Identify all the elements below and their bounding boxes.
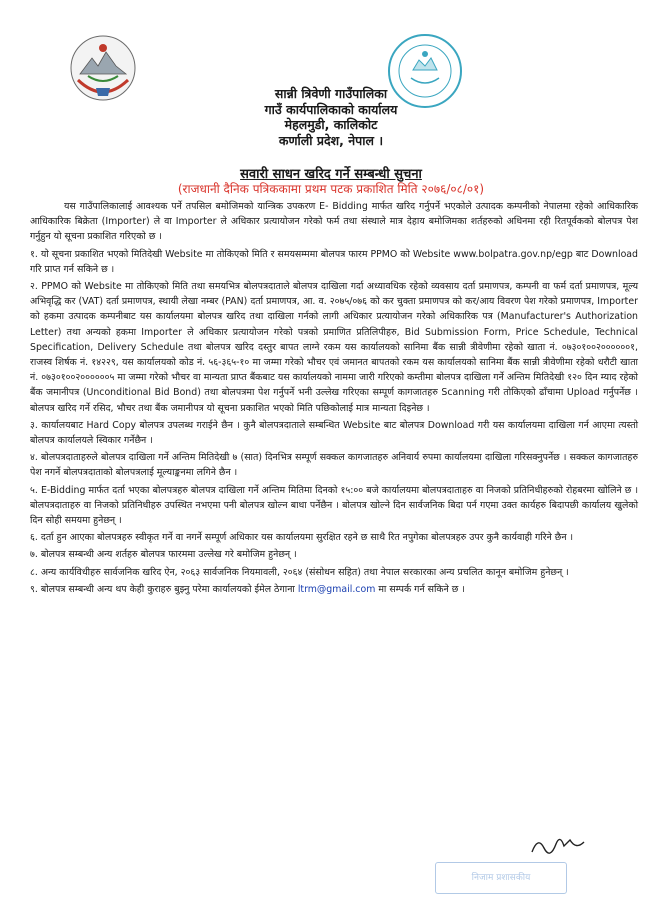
notice-body bbox=[30, 199, 638, 599]
notice-title: सवारी साधन खरिद गर्ने सम्बन्धी सुचना bbox=[240, 167, 422, 182]
item-number: ६. bbox=[30, 532, 38, 544]
list-item bbox=[30, 565, 638, 580]
list-item bbox=[30, 418, 638, 448]
item-text: बोलपत्रदाताहरुले बोलपत्र दाखिला गर्ने अन्तिम मितिदेखी ७ (सात) दिनभित्र सम्पूर्ण सक्कल कागजातहरु अनिवार्य रुपमा कार्यालयमा दाखिला गरिसक्नुपर्नेछ । सक्कल कागजातहरु पेश नगर्ने बोलपत्रदाताको बोलपत्रलाई मूल्याङ्कनमा लगिने छैन । bbox=[30, 452, 638, 479]
item-number: २. bbox=[30, 281, 38, 293]
list-item bbox=[30, 247, 638, 277]
municipality-name: सान्नी त्रिवेणी गाउँपालिका bbox=[274, 86, 388, 101]
list-item bbox=[30, 530, 638, 545]
list-item bbox=[30, 582, 638, 597]
item-number: ७. bbox=[30, 549, 38, 561]
item-text: PPMO को Website मा तोकिएको मिति तथा समयभित्र बोलपत्रदाताले बोलपत्र दाखिला गर्दा अध्यावधिक रहेको व्यवसाय दर्ता प्रमाणपत्र, कम्पनी वा फर्म दर्ता प्रमाणपत्र, मूल्य अभिवृद्धि कर (VAT) दर्ता प्रमाणपत्र, स्थायी लेखा नम्बर (PAN) दर्ता प्रमाणपत्र, आ. व. २०७५/०७६ को कर चुक्ता प्रमाणपत्र को कर/आय विवरण पेश गरेको प्रमाणपत्र, Importer को हकमा उत्पादक कम्पनीबाट यस कार्यालयमा बोलपत्र खरिद तथा दाखिला गर्नको लागी अधिकार प्रत्यायोजन गरेको अधिकारिक पत्र (Manufacturer's Authorization Letter) तथा अन्यको हकमा Importer ले अधिकार प्रत्यायोजन गरेको पत्रको प्रमाणित प्रतिलिपीहरु, Bid Submission Form, Price Schedule, Technical Specification, Delivery Schedule तथा बोलपत्र खरिद दस्तुर बापत लाग्ने रकम यस कार्यालयको सानिमा बैंक सान्नी त्रीवेणीमा रहेको खाता नं. ०७३०१००२००००००१, राजस्व शिर्षक नं. १४२२९, यस कार्यालयको कोड नं. ५६-३६५-१० मा जम्मा गरेको भौचर एवं जमानत बापतको रकम यस कार्यालयको सानिमा बैंक सान्नी त्रीवेणीमा रहेको धरौटी खाता नं. ०७३०१००२००००००५ मा जम्मा गरेको भौचर वा मान्यता प्राप्त बैंकबाट यस कार्यालयको नाममा जारी गरिएको कम्तीमा बोलपत्र दाखिला गर्ने अन्तिम मितिदेखी १२० दिन म्याद रहेको बैंक जमानीपत्र (Unconditional Bid Bond) तथा बोलपत्रमा पेश गर्नुपर्ने भनी उल्लेख गरिएका सम्पूर्ण कागजातहरु Scanning गरी तोकिएको ढाँचामा Upload गर्नुपर्नेछ । बोलपत्र खरिद गर्ने रसिद, भौचर तथा बैंक जमानीपत्र यो सूचना प्रकाशित भएको मिति पछिकोलाई मात्र मान्यता दिइनेछ । bbox=[30, 281, 639, 414]
item-text: E-Bidding मार्फत दर्ता भएका बोलपत्रहरु बोलपत्र दाखिला गर्ने अन्तिम मितिमा दिनको १५:०० बजे कार्यालयमा बोलपत्रदाताहरु वा निजको प्रतिनिधीहरुको रोहबरमा खोलिने छ । बोलपत्रदाताहरु वा निजको प्रतिनिधीहरु उपस्थित नभएमा पनी बोलपत्र खोल्न बाधा पर्नेछैन । बोलपत्र खोल्ने दिन सार्वजनिक बिदा पर्न गएमा उक्त कार्यहरु बिदापछी कार्यालय खुलेको दिन सोही समयमा हुनेछन् । bbox=[30, 484, 639, 527]
item-number: ५. bbox=[30, 484, 38, 496]
item-number: ४. bbox=[30, 452, 38, 464]
list-item bbox=[30, 483, 638, 529]
list-item bbox=[30, 450, 638, 480]
item-text: अन्य कार्यविधीहरु सार्वजनिक खरिद ऐन, २०६३ सार्वजनिक नियमावली, २०६४ (संसोधन सहित) तथा नेपाल सरकारका अन्य प्रचलित कानून बमोजिम हुनेछन् । bbox=[40, 566, 569, 578]
list-item bbox=[30, 279, 638, 416]
item-text: बोलपत्र सम्बन्धी अन्य शर्तहरु बोलपत्र फारममा उल्लेख गरे बमोजिम हुनेछन् । bbox=[40, 549, 297, 561]
intro-paragraph: यस गाउँपालिकालाई आवश्यक पर्ने तपसिल बमोजिमको यान्त्रिक उपकरण E- Bidding मार्फत खरिद गर्नुपर्ने भएकोले उत्पादक कम्पनीको नेपालमा रहेको आधिकारिक आधिकारिक बिक्रेता (Importer) ले वा Importer ले अधिकार प्रत्यायोजन गरेको फर्म तथा संस्थाले मात्र देहाय बमोजिमका शर्तहरुको अधिनमा रही रितपूर्वकको बोलपत्र पेश गर्नुहुन यो सूचना प्रकाशित गरिएको छ । bbox=[30, 201, 638, 243]
office-name: गाउँ कार्यपालिकाको कार्यालय bbox=[264, 101, 398, 117]
list-item bbox=[30, 547, 638, 562]
stamp-text: निजाम प्रशासकीय bbox=[471, 873, 531, 883]
item-number: ९. bbox=[30, 583, 38, 595]
item-text-end: मा सम्पर्क गर्न सकिने छ । bbox=[378, 583, 465, 595]
item-text: कार्यालयबाट Hard Copy बोलपत्र उपलब्ध गराईने छैन । कुनै बोलपत्रदाताले सम्बन्धित Website बाट बोलपत्र Download गरी यस कार्यालयमा दाखिला गर्न आएमा त्यस्तो बोलपत्र कार्यालयले स्विकार गर्नेछैन । bbox=[30, 419, 638, 447]
item-number: ८. bbox=[30, 566, 38, 578]
office-address: मेहलमुडी, कालिकोट bbox=[284, 117, 378, 132]
publication-note: (राजधानी दैनिक पत्रिककामा प्रथम पटक प्रकाशित मिति २०७६/०८/०१) bbox=[177, 182, 485, 196]
province-name: कर्णाली प्रदेश, नेपाल । bbox=[278, 132, 384, 148]
item-text: दर्ता हुन आएका बोलपत्रहरु स्वीकृत गर्ने वा नगर्ने सम्पूर्ण अधिकार यस कार्यालयमा सुरक्षित रहने छ साथै रित नपुगेका बोलपत्रहरु उपर कुनै कार्यवाही गरिने छैन । bbox=[40, 532, 574, 544]
office-stamp bbox=[435, 862, 567, 894]
signature-icon bbox=[528, 830, 588, 860]
item-text: यो सूचना प्रकाशित भएको मितिदेखी Website मा तोकिएको मिति र समयसम्ममा बोलपत्र फारम PPMO को Website www.bolpatra.gov.np/egp बाट Download गरि प्राप्त गर्न सकिने छ । bbox=[30, 248, 639, 275]
nepal-emblem-icon bbox=[68, 30, 138, 106]
item-number: १. bbox=[30, 248, 38, 260]
item-number: ३. bbox=[30, 419, 38, 431]
office-header bbox=[200, 86, 462, 148]
email-address: ltrm@gmail.com bbox=[297, 583, 376, 595]
item-text: बोलपत्र सम्बन्धी अन्य थप केही कुराहरु बुझ्नु परेमा कार्यालयको ईमेल ठेगाना bbox=[40, 583, 295, 595]
